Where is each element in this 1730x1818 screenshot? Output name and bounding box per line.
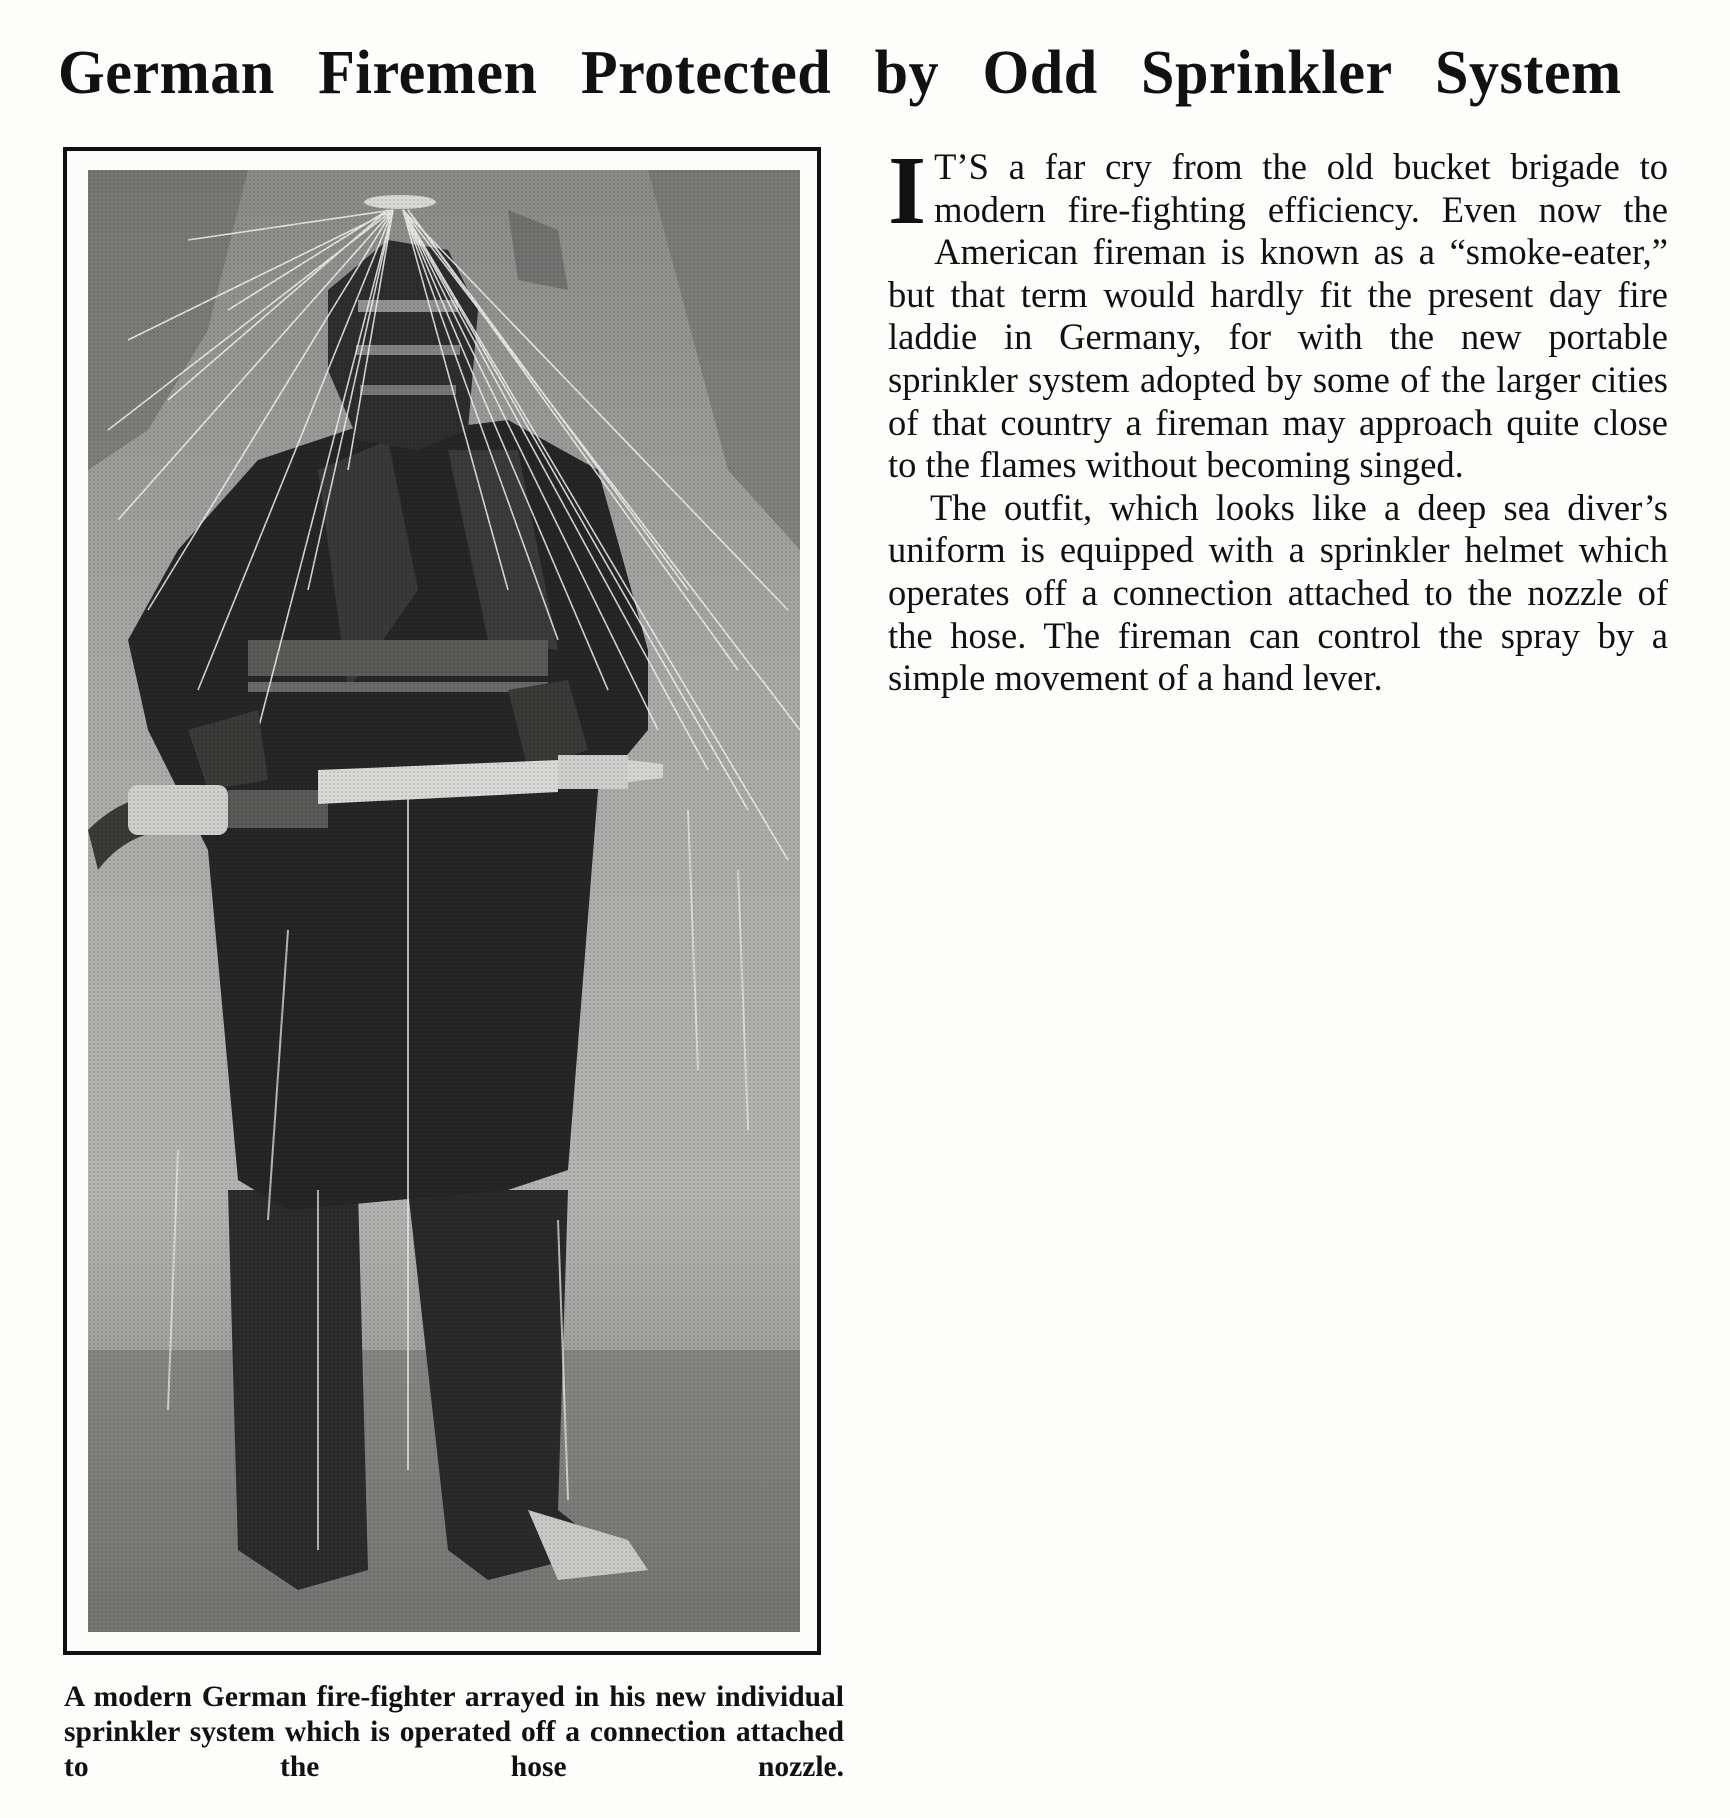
paragraph-1 — [888, 137, 1668, 487]
photo-caption: A modern German fire-fighter arrayed in his new individual sprinkler system which is operated off a connection attached to the hose nozzle. — [64, 1681, 844, 1783]
article-body — [888, 137, 1668, 700]
photo-frame — [63, 147, 821, 1655]
paragraph-2: The outfit, which looks like a deep sea diver’s uniform is equipped with a sprinkler helmet which operates off a connection attached to the nozzle of the hose. The fireman can control the spray by a simple movement of a hand lever. — [888, 486, 1668, 699]
drop-cap: I — [888, 137, 927, 245]
headline: German Firemen Protected by Odd Sprinkler System — [58, 39, 1622, 107]
halftone-texture — [88, 170, 800, 1632]
paragraph-1-text: T’S a far cry from the old bucket brigade to modern fire-fighting efficiency. Even now the American fireman is known as a “smoke-eater,” but that term would hardly fit the present day fire laddie in Germany, for with the new portable sprinkler system adopted by some of the larger cities of that country a fireman may approach quite close to the flames without becoming singed. — [888, 146, 1668, 486]
fireman-sprinkler-illustration — [88, 170, 800, 1632]
fireman-photo — [88, 170, 800, 1632]
